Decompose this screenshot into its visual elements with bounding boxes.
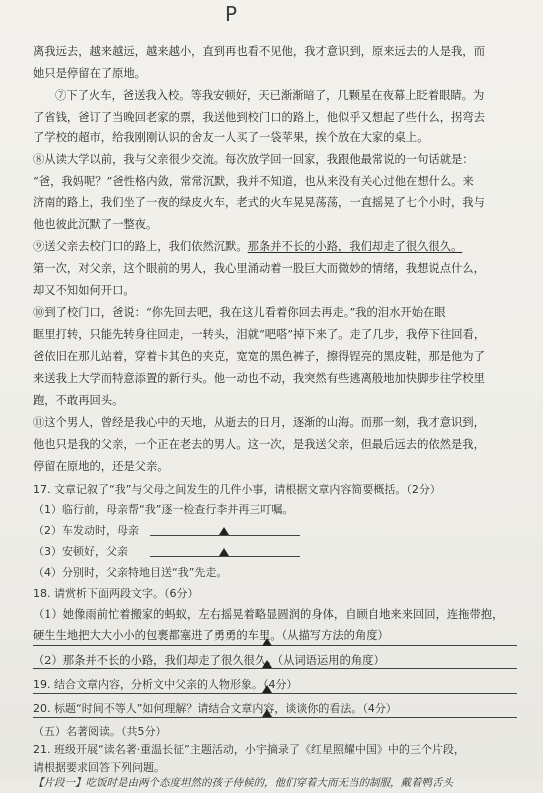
answer-line[interactable] (33, 645, 517, 646)
passage-line: 济南的路上，我们坐了一夜的绿皮火车，老式的火车晃晃荡荡，一直摇晃了七个小时，我与 (33, 196, 485, 209)
passage-line: ⑧从读大学以前，我与父亲很少交流。每次放学回一回家，我跟他最常说的一句话就是： (33, 153, 474, 166)
question-20: 20. 标题“时间不等人”如何理解？请结合文章内容，谈谈你的看法。（4分） (33, 702, 397, 715)
section-5-heading: （五）名著阅读。（共5分） (33, 725, 167, 738)
passage-line: 第一次，对父亲，这个眼前的男人，我心里涌动着一股巨大而微妙的情绪，我想说点什么， (33, 262, 485, 275)
answer-line[interactable] (150, 556, 300, 557)
passage-line: ⑦下了火车，爸送我入校。等我安顿好，天已渐渐暗了，几颗星在夜幕上眨着眼睛。为 (55, 89, 485, 102)
underlined-sentence: 那条并不长的小路，我们却走了很久很久。 (247, 240, 463, 253)
triangle-marker-icon (262, 685, 272, 693)
excerpt-1-line: 【片段一】吃饭时是由两个态度坦然的孩子侍候的，他们穿着大而无当的制服，戴着鸭舌头 (33, 777, 453, 789)
q18-sentence-2: （2）那条并不长的小路，我们却走了很久很久。（从词语运用的角度） (33, 654, 385, 667)
passage-line: 他也只是我的父亲，一个正在老去的男人。这一次，是我送父亲，但最后远去的依然是我， (33, 438, 485, 451)
answer-line[interactable] (150, 535, 300, 536)
triangle-marker-icon (262, 709, 272, 717)
question-21: 请根据要求回答下列问题。 (33, 761, 165, 774)
answer-line[interactable] (33, 668, 517, 669)
q17-item-2: （2）车发动时，母亲 (33, 524, 139, 537)
triangle-marker-icon (219, 527, 229, 535)
q18-sentence-1: 硬生生地把大大小小的包裹都塞进了勇勇的车里。（从描写方法的角度） (33, 629, 389, 642)
passage-line: 他也彼此沉默了一整夜。 (33, 218, 158, 231)
q17-item-4: （4）分别时，父亲特地目送“我”先走。 (33, 566, 228, 579)
q18-sentence-1: （1）她像雨前忙着搬家的蚂蚁，左右摇晃着略显圆润的身体，自顾自地来来回回，连拖带抱， (33, 608, 504, 621)
triangle-marker-icon (219, 548, 229, 556)
q17-item-3: （3）安顿好，父亲 (33, 545, 128, 558)
passage-line: “爸，我妈呢？”爸性格内敛，常常沉默，我并不知道，也从来没有关心过他在想什么。来 (33, 175, 474, 188)
passage-line: 来送我上大学而特意添置的新行头。他一动也不动，我突然有些逃离般地加快脚步往学校里 (33, 372, 485, 385)
passage-line: 眶里打转，只能先转身往回走，一转头，泪就“吧嗒”掉下来了。走了几步，我停下往回看， (33, 328, 486, 341)
passage-line: 却又不知如何开口。 (33, 284, 135, 297)
passage-line: 了学校的超市，给我刚刚认识的舍友一人买了一袋苹果，挨个放在大家的桌上。 (33, 131, 429, 144)
passage-line: 离我远去，越来越远，越来越小，直到再也看不见他，我才意识到，原来远去的人是我，而 (33, 45, 485, 58)
passage-line: 了省钱，爸订了当晚回老家的票，我送他到校门口的路上，他似乎又想起了些什么，拐弯去 (33, 111, 485, 124)
triangle-marker-icon (262, 660, 272, 668)
passage-line: 停留在原地的，还是父亲。 (33, 460, 169, 473)
q17-item-1: （1）临行前，母亲帮“我”逐一检查行李并再三叮嘱。 (33, 503, 294, 516)
triangle-marker-icon (262, 638, 272, 646)
passage-line: 她只是停留在了原地。 (33, 67, 146, 80)
passage-line: 爸依旧在那儿站着，穿着卡其色的夹克，宽宽的黑色裤子，擦得锃亮的黑皮鞋，那是他为了 (33, 350, 485, 363)
passage-line: ⑩到了校门口，爸说：“你先回去吧，我在这儿看着你回去再走。”我的泪水开始在眼 (33, 306, 446, 319)
passage-line: ⑨送父亲去校门口的路上，我们依然沉默。那条并不长的小路，我们却走了很久很久。 (33, 240, 463, 253)
question-21: 21. 班级开展“读名著·重温长征”主题活动，小宇摘录了《红星照耀中国》中的三个片段， (33, 743, 465, 756)
passage-line: 跑，不敢再回头。 (33, 394, 124, 407)
handwritten-mark: P (225, 2, 238, 26)
question-19: 19. 结合文章内容，分析文中父亲的人物形象。（4分） (33, 678, 298, 691)
answer-line[interactable] (33, 717, 517, 718)
question-17: 17. 文章记叙了“我”与父母之间发生的几件小事，请根据文章内容简要概括。（2分） (33, 483, 441, 496)
question-18: 18. 请赏析下面两段文字。（6分） (33, 587, 199, 600)
passage-line: ⑪这个男人，曾经是我心中的天地，从逝去的日月，逐渐的山海。而那一刻，我才意识到， (33, 416, 485, 429)
answer-line[interactable] (33, 693, 517, 694)
